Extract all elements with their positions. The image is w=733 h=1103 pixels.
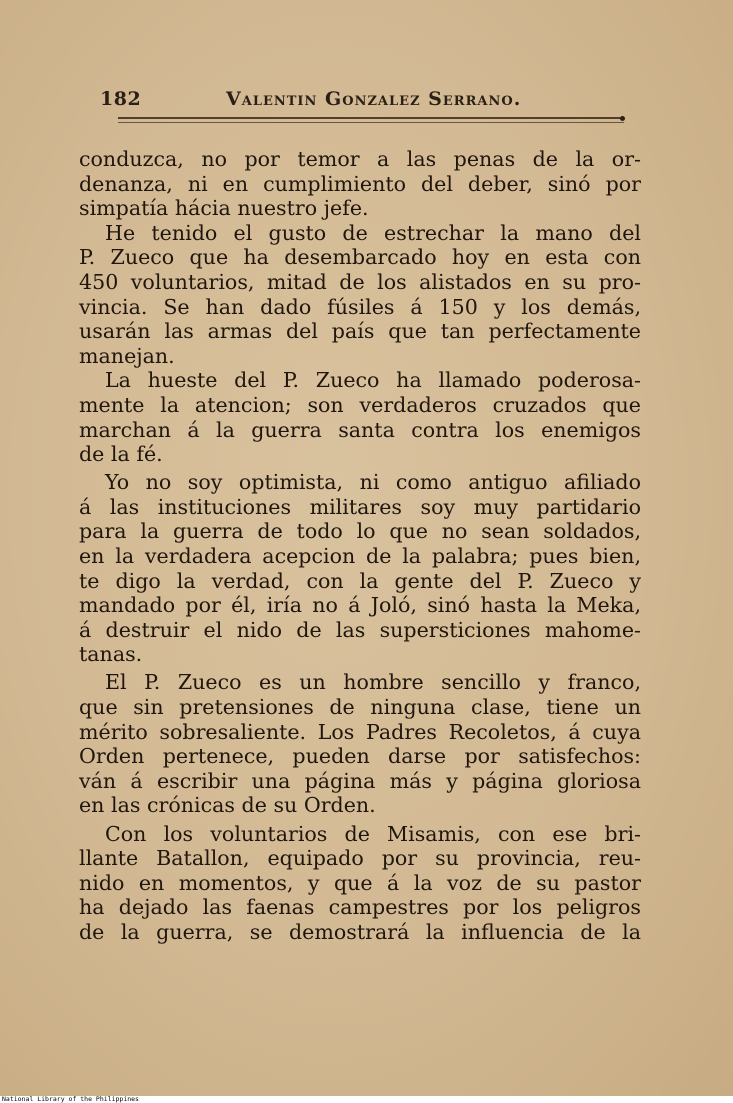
text-line: mérito sobresaliente. Los Padres Recoletos, á cuya bbox=[79, 719, 641, 744]
header-rule-dot bbox=[620, 116, 625, 121]
text-line: nido en momentos, y que á la voz de su pastor bbox=[79, 870, 641, 895]
text-line: tanas. bbox=[79, 642, 143, 667]
text-line: vincia. Se han dado fúsiles á 150 y los demás, bbox=[79, 294, 641, 319]
text-line: que sin pretensiones de ninguna clase, tiene un bbox=[79, 695, 641, 720]
body-text bbox=[79, 147, 641, 945]
text-line: de la fé. bbox=[79, 442, 163, 467]
text-line: La hueste del P. Zueco ha llamado poderosa- bbox=[105, 368, 641, 393]
text-line: á las instituciones militares soy muy partidario bbox=[79, 494, 641, 519]
text-line: P. Zueco que ha desembarcado hoy en esta con bbox=[79, 245, 641, 270]
text-line: ván á escribir una página más y página gloriosa bbox=[79, 768, 641, 793]
page-header bbox=[100, 88, 630, 116]
text-line: Orden pertenece, pueden darse por satisfechos: bbox=[79, 744, 641, 769]
text-line: para la guerra de todo lo que no sean soldados, bbox=[79, 519, 641, 544]
text-line: usarán las armas del país que tan perfectamente bbox=[79, 319, 641, 344]
text-line: en la verdadera acepcion de la palabra; pues bien, bbox=[79, 544, 641, 568]
text-line: en las crónicas de su Orden. bbox=[79, 793, 376, 818]
text-line: de la guerra, se demostrará la influencia de la bbox=[79, 919, 641, 944]
text-line: mandado por él, iría no á Joló, sinó hasta la Meka, bbox=[79, 593, 641, 618]
text-line: Yo no soy optimista, ni como antiguo afiliado bbox=[105, 470, 641, 495]
text-line: El P. Zueco es un hombre sencillo y franco, bbox=[105, 670, 641, 695]
text-line: denanza, ni en cumplimiento del deber, sinó por bbox=[79, 171, 641, 196]
text-line: llante Batallon, equipado por su provincia, reu- bbox=[79, 846, 641, 871]
running-title: Valentin Gonzalez Serrano. bbox=[226, 88, 522, 110]
text-line: Con los voluntarios de Misamis, con ese bri- bbox=[105, 821, 641, 846]
text-line: conduzca, no por temor a las penas de la or- bbox=[79, 147, 641, 171]
text-line: mente la atencion; son verdaderos cruzados que bbox=[79, 392, 641, 417]
header-rule bbox=[118, 117, 624, 123]
text-line: te digo la verdad, con la gente del P. Zueco y bbox=[79, 568, 641, 593]
text-line: 450 voluntarios, mitad de los alistados en su pro- bbox=[79, 269, 641, 294]
footer-strip bbox=[0, 1096, 733, 1103]
text-line: marchan á la guerra santa contra los enemigos bbox=[79, 417, 641, 442]
text-line: simpatía hácia nuestro jefe. bbox=[79, 196, 369, 221]
text-line: He tenido el gusto de estrechar la mano del bbox=[105, 220, 641, 245]
page-number: 182 bbox=[100, 88, 142, 110]
text-line: ha dejado las faenas campestres por los peligros bbox=[79, 895, 641, 920]
text-line: manejan. bbox=[79, 343, 175, 368]
library-credit: National Library of the Philippines bbox=[2, 1095, 139, 1103]
text-line: á destruir el nido de las supersticiones mahome- bbox=[79, 617, 641, 642]
